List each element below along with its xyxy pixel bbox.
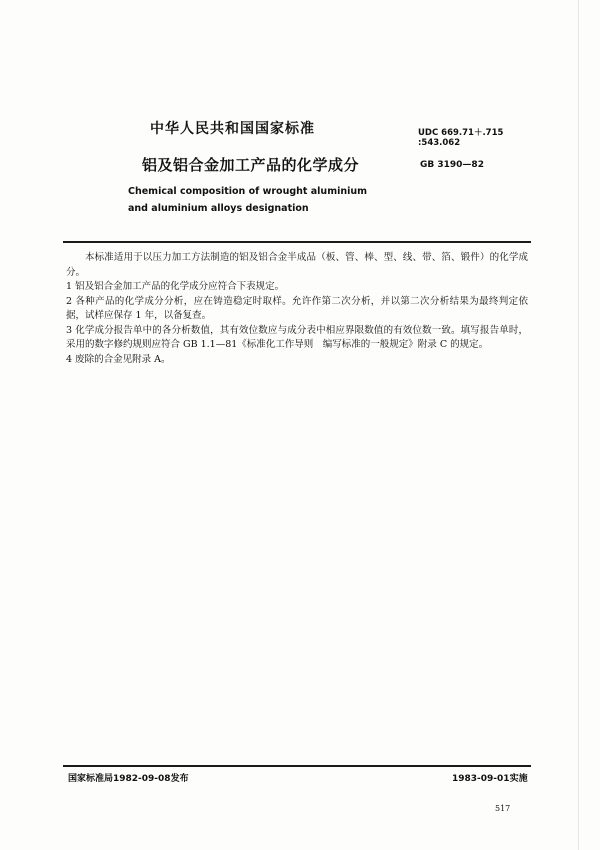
- body-text: [66, 251, 528, 367]
- clause-2: 2 各种产品的化学成分分析，应在铸造稳定时取样。允许作第二次分析，并以第二次分析结果为最终判定依据，试样应保存 1 年，以备复查。: [66, 295, 528, 321]
- clause-3: 3 化学成分报告单中的各分析数值，其有效位数应与成分表中相应界限数值的有效位数一致。填写报告单时，采用的数字修约规则应符合 GB 1.1—81《标准化工作导则 编写标准的一般规定》附录 C 的规定。: [66, 324, 528, 350]
- top-divider: [63, 241, 531, 243]
- national-standard-heading: 中华人民共和国国家标准: [150, 121, 315, 137]
- implementation-date: 1983-09-01实施: [452, 774, 528, 784]
- issue-date: 国家标准局1982-09-08发布: [68, 774, 189, 784]
- gb-standard-number: GB 3190—82: [420, 160, 484, 170]
- udc-classification: UDC 669.71＋.715 :543.062: [418, 128, 504, 148]
- clause-4: 4 废除的合金见附录 A。: [66, 353, 171, 365]
- bottom-divider: [63, 765, 531, 767]
- intro-paragraph: 本标准适用于以压力加工方法制造的铝及铝合金半成品（板、管、棒、型、线、带、箔、锻件）的化学成分。: [66, 252, 528, 278]
- document-title-english: Chemical composition of wrought aluminium and aluminium alloys designation: [128, 186, 368, 214]
- scan-edge-line: [578, 0, 579, 850]
- document-title-chinese: 铝及铝合金加工产品的化学成分: [142, 156, 360, 174]
- page-number: 517: [495, 804, 511, 813]
- clause-1: 1 铝及铝合金加工产品的化学成分应符合下表规定。: [66, 281, 285, 292]
